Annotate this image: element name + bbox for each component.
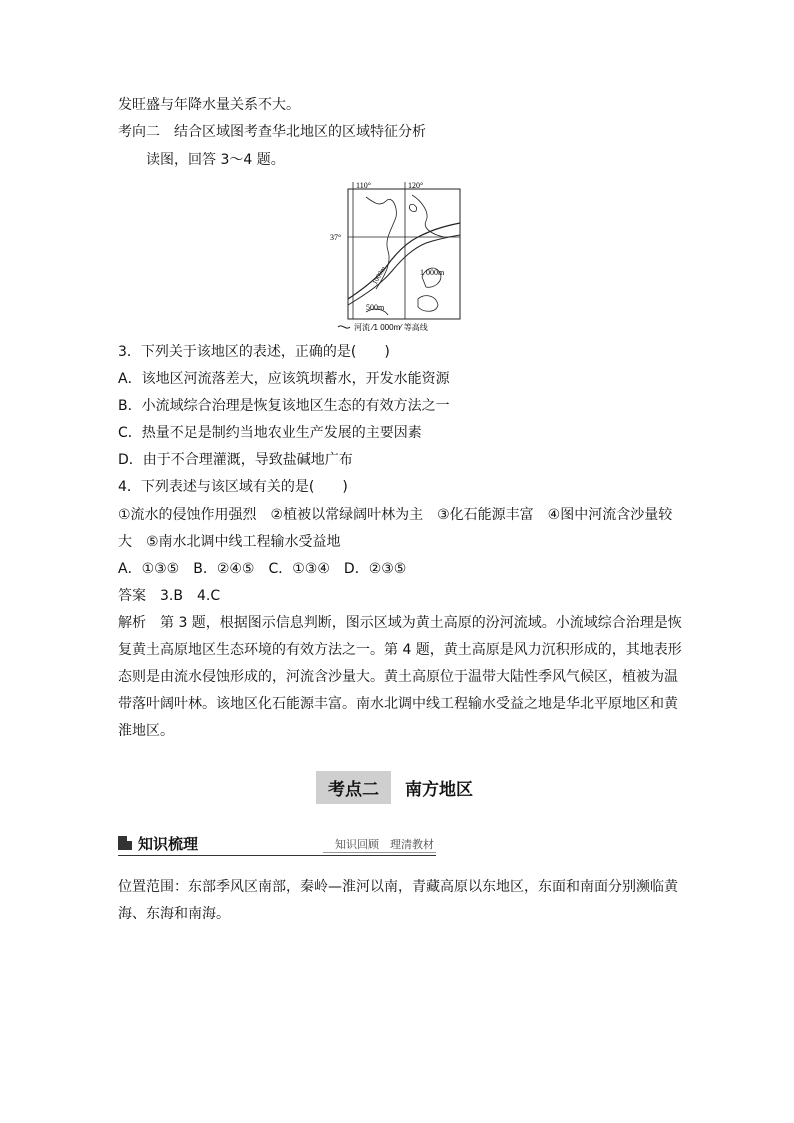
body-line1: 位置范围：东部季风区南部，秦岭—淮河以南，青藏高原以东地区，东面和南面分别濒临黄 — [118, 879, 678, 895]
divider-short — [323, 852, 436, 853]
contour-label-1000-river: 1000m — [370, 265, 388, 286]
river-legend-icon — [338, 326, 350, 328]
divider — [118, 855, 436, 856]
explanation-line2: 复黄土高原地区生态环境的有效方法之一。第 4 题，黄土高原是风力沉积形成的，其地表形 — [118, 642, 682, 658]
question-3: 3．下列关于该地区的表述，正确的是( ) — [118, 344, 390, 360]
square-bullet-icon — [118, 836, 132, 850]
knowledge-title: 知识梳理 — [138, 835, 199, 853]
section-heading — [316, 772, 473, 802]
option-3a: A．该地区河流落差大，应该筑坝蓄水，开发水能资源 — [118, 371, 450, 387]
contour-label-1000: 1 000m — [420, 268, 445, 277]
statements-4-line2: 大 ⑤南水北调中线工程输水受益地 — [118, 534, 341, 550]
question-4: 4．下列表述与该区域有关的是( ) — [118, 479, 348, 495]
subsection-heading: 考向二 结合区域图考查华北地区的区域特征分析 — [118, 124, 426, 140]
options-4: A．①③⑤ B．②④⑤ C．①③④ D．②③⑤ — [118, 561, 407, 577]
knowledge-subtitle: 知识回顾 理清教材 — [335, 838, 434, 851]
explanation-line4: 带落叶阔叶林。该地区化石能源丰富。南水北调中线工程输水受益之地是华北平原地区和黄 — [118, 696, 678, 712]
answer: 答案 3.B 4.C — [118, 588, 221, 604]
body-line2: 海、东海和南海。 — [118, 906, 230, 922]
region-map — [326, 177, 476, 335]
statements-4-line1: ①流水的侵蚀作用强烈 ②植被以常绿阔叶林为主 ③化石能源丰富 ④图中河流含沙量较 — [118, 507, 673, 523]
lat-label-37: 37° — [330, 233, 342, 242]
section-number: 考点二 — [316, 771, 391, 804]
lon-label-110: 110° — [356, 181, 371, 190]
explanation-line3: 态则是由流水侵蚀形成的，河流含沙量大。黄土高原位于温带大陆性季风气候区，植被为温 — [118, 669, 678, 685]
option-3b: B．小流域综合治理是恢复该地区生态的有效方法之一 — [118, 398, 450, 414]
text-line: 发旺盛与年降水量关系不大。 — [118, 97, 300, 113]
explanation-line1: 解析 第 3 题，根据图示信息判断，图示区域为黄土高原的汾河流域。小流域综合治理是恢 — [118, 615, 682, 631]
map-legend: 河流 ⁄1 000m⁄ 等高线 — [354, 323, 428, 332]
lon-label-120: 120° — [408, 181, 424, 190]
explanation-line5: 淮地区。 — [118, 723, 174, 739]
contour-label-500: 500m — [366, 303, 385, 312]
section-title: 南方地区 — [405, 779, 473, 800]
knowledge-header — [118, 832, 436, 856]
option-3c: C．热量不足是制约当地农业生产发展的主要因素 — [118, 425, 422, 441]
option-3d: D．由于不合理灌溉，导致盐碱地广布 — [118, 452, 353, 468]
instruction: 读图，回答 3～4 题。 — [146, 152, 285, 168]
